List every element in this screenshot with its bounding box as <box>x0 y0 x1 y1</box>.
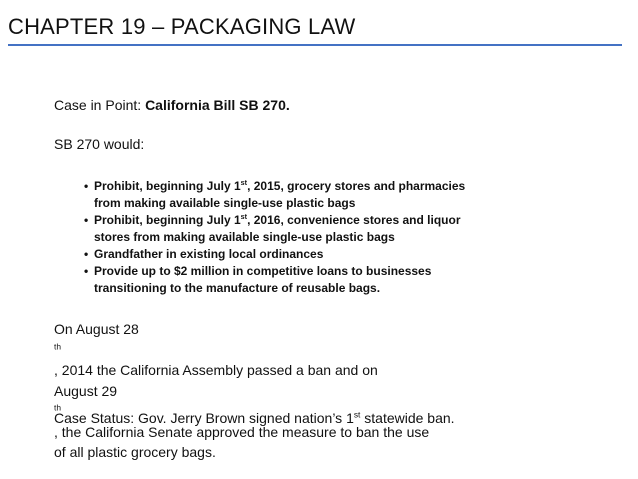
provision-line <box>94 178 590 195</box>
provision-line: • Grandfather in existing local ordinances <box>94 247 324 261</box>
provision-text: , 2016, convenience stores and liquor <box>247 213 461 227</box>
provision-item <box>70 263 590 297</box>
ordinal-suffix: th <box>54 340 61 351</box>
intro-text: SB 270 would: <box>54 136 145 152</box>
paragraph-line <box>54 319 594 381</box>
ordinal-suffix: th <box>54 402 61 413</box>
case-in-point <box>54 97 290 113</box>
paragraph-line: of all plastic grocery bags. <box>54 444 216 460</box>
provision-item <box>70 178 590 212</box>
paragraph-text: , 2014 the California Assembly passed a ban and on <box>54 362 378 378</box>
slide-title: CHAPTER 19 – PACKAGING LAW <box>8 14 356 39</box>
ordinal-suffix: st <box>353 409 361 420</box>
case-in-point-label: Case in Point: <box>54 97 146 113</box>
case-status-text: statewide ban. <box>360 410 455 426</box>
provision-line: transitioning to the manufacture of reusable bags. <box>94 281 381 295</box>
case-in-point-bill: California Bill SB 270. <box>145 97 290 113</box>
title-underline <box>8 44 622 46</box>
paragraph-text: August 29 <box>54 382 118 399</box>
provision-line <box>94 212 590 229</box>
provisions-list <box>70 178 590 297</box>
ordinal-suffix: st <box>240 212 248 221</box>
provision-line: from making available single-use plastic bags <box>94 196 356 210</box>
case-status <box>54 410 455 426</box>
paragraph-text: , the California Senate approved the measure to ban the use <box>54 423 430 440</box>
ordinal-suffix: st <box>240 178 248 187</box>
legislative-history <box>54 319 594 463</box>
case-status-text: Case Status: Gov. Jerry Brown signed nation’s 1 <box>54 410 354 426</box>
provision-text: Prohibit, beginning July 1 <box>94 213 241 227</box>
provision-item <box>70 246 590 263</box>
provision-line: • Provide up to $2 million in competitive loans to businesses <box>94 264 432 278</box>
provision-line: stores from making available single-use plastic bags <box>94 230 395 244</box>
provision-text: , 2015, grocery stores and pharmacies <box>247 179 466 193</box>
provision-text: Prohibit, beginning July 1 <box>94 179 241 193</box>
provision-item <box>70 212 590 246</box>
paragraph-text: On August 28 <box>54 321 139 337</box>
